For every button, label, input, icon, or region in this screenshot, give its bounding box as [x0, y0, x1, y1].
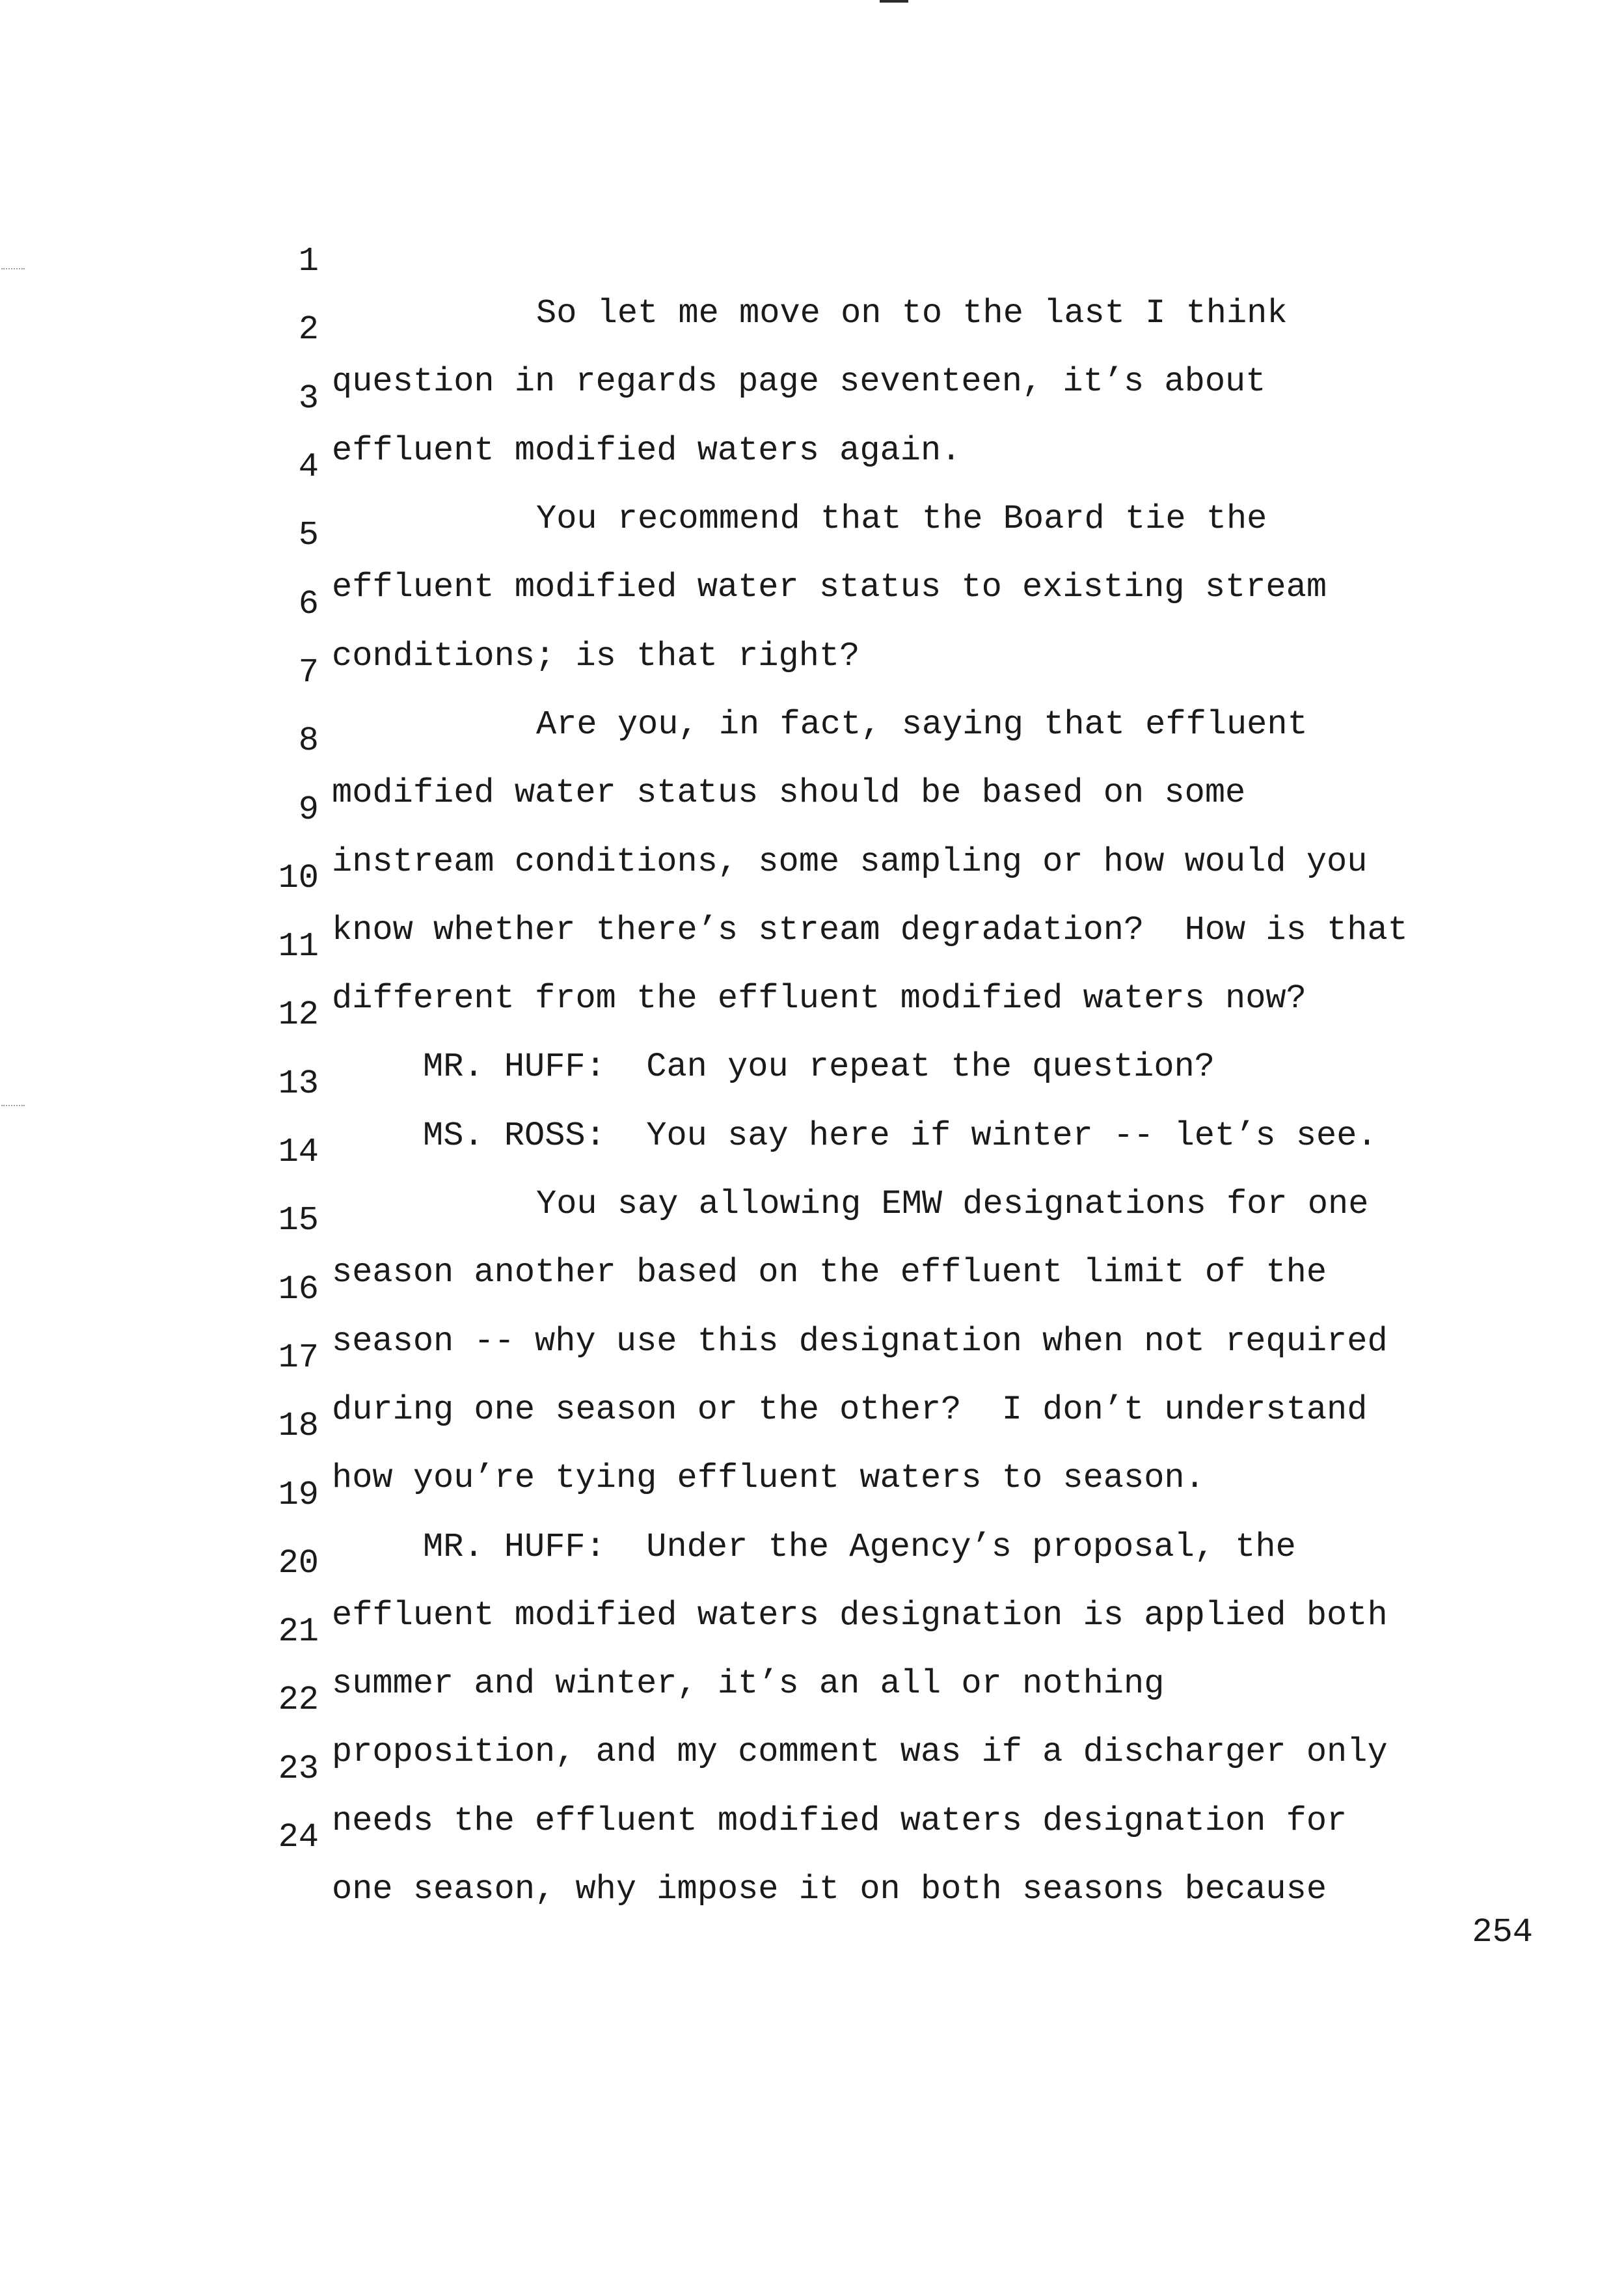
line-number: 16	[278, 1270, 319, 1309]
line-text: MR. HUFF: Can you repeat the question?	[423, 1048, 1215, 1086]
line-text: modified water status should be based on some	[332, 774, 1246, 812]
line-text: needs the effluent modified waters designation for	[332, 1802, 1347, 1840]
line-number: 1	[298, 242, 319, 280]
line-text: You say allowing EMW designations for one	[536, 1185, 1369, 1223]
line-number: 13	[278, 1065, 319, 1103]
line-text: summer and winter, it’s an all or nothing	[332, 1664, 1165, 1703]
line-text: question in regards page seventeen, it’s about	[332, 362, 1266, 401]
line-number: 8	[298, 722, 319, 760]
line-number: 23	[278, 1750, 319, 1788]
line-text: different from the effluent modified waters now?	[332, 979, 1306, 1018]
line-number: 7	[298, 653, 319, 692]
line-text: MS. ROSS: You say here if winter -- let’s see.	[423, 1117, 1377, 1155]
line-number: 5	[298, 516, 319, 554]
line-text: MR. HUFF: Under the Agency’s proposal, the	[423, 1528, 1296, 1566]
line-number: 14	[278, 1133, 319, 1171]
line-number: 10	[278, 859, 319, 897]
line-number: 22	[278, 1681, 319, 1719]
line-number: 15	[278, 1201, 319, 1240]
line-text: one season, why impose it on both seasons because	[332, 1870, 1327, 1908]
line-text: how you’re tying effluent waters to season.	[332, 1459, 1205, 1497]
line-number: 24	[278, 1818, 319, 1856]
line-text: So let me move on to the last I think	[536, 294, 1288, 333]
line-text: during one season or the other? I don’t understand	[332, 1391, 1368, 1429]
line-number: 9	[298, 791, 319, 829]
line-text: conditions; is that right?	[332, 637, 860, 675]
line-number: 12	[278, 996, 319, 1034]
line-text: You recommend that the Board tie the	[536, 500, 1267, 538]
line-text: know whether there’s stream degradation? How is that	[332, 911, 1408, 949]
line-text: proposition, and my comment was if a discharger only	[332, 1733, 1388, 1771]
line-text: effluent modified waters designation is applied both	[332, 1596, 1388, 1635]
line-number: 2	[298, 310, 319, 349]
line-text: season -- why use this designation when not required	[332, 1322, 1388, 1361]
transcript-line	[0, 183, 1624, 333]
line-number: 11	[278, 927, 319, 966]
line-number: 20	[278, 1544, 319, 1582]
line-text: season another based on the effluent limit of the	[332, 1253, 1327, 1292]
line-number: 17	[278, 1338, 319, 1377]
page-number: 254	[1472, 1913, 1533, 1951]
line-number: 18	[278, 1407, 319, 1445]
line-number: 3	[298, 379, 319, 418]
line-number: 19	[278, 1476, 319, 1514]
line-text: effluent modified waters again.	[332, 431, 962, 470]
line-number: 21	[278, 1612, 319, 1651]
line-number: 4	[298, 448, 319, 486]
line-number: 6	[298, 585, 319, 623]
line-text: instream conditions, some sampling or how would you	[332, 843, 1368, 881]
line-text: Are you, in fact, saying that effluent	[536, 705, 1308, 744]
line-text: effluent modified water status to existing stream	[332, 568, 1327, 606]
